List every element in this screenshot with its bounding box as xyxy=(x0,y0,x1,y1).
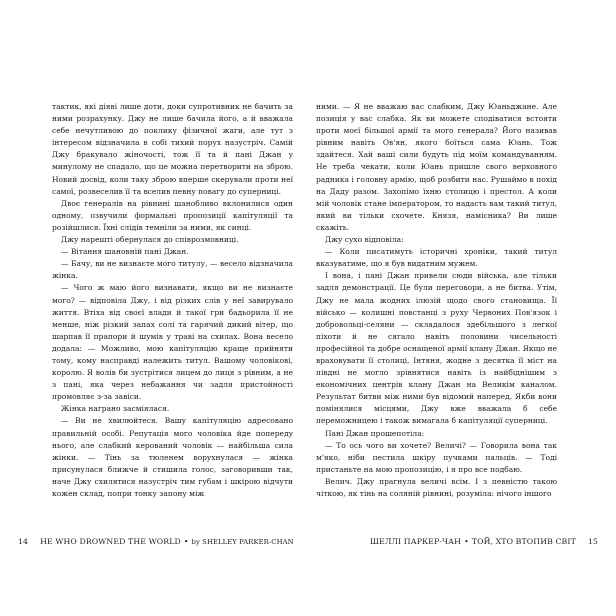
paragraph: Джу нарешті обернулася до співрозмовниці. xyxy=(61,235,239,245)
footer-separator: • xyxy=(183,537,189,546)
paragraph: Двоє генералів на рівнині шанобливо вклонилися один одному, озвучили формальні пропозиції капітуляції та розійшлися. Їхні слідів темніли за ними, як синці. xyxy=(52,198,293,232)
paragraph: тактик, які діяві лише доти, доки супротивник не бачить за ними розрахунку. Джу не лише бачила його, а й вважала себе нечутливою до поклику фізичної жаги, але тут з інтересом відзначила в собі тихий порух назустріч. Самій Джу бракувало жіночості, тож її та й пані Джан у минулому не спадало, що це можна перетворити на зброю. Новий досвід, коли таку зброю вперше скерували проти неї самої, розвеселив її та вселив певну повагу до суперниці. xyxy=(52,102,293,196)
paragraph: — Бачу, ви не визнаєте мого титулу, — весело відзначила жінка. xyxy=(52,259,293,281)
page-number: 15 xyxy=(587,537,598,546)
paragraph: ними. — Я не вважаю вас слабким, Джу Юаньджане. Але позиція у вас слабка. Як ви можете сподіватися встояти проти моєї більшої армії та мого генерала? Його називав рівним навіть Ов'ян, якого боїться сама Юань. Тож здайтеся. Хай ваші сили будуть під моїм командуванням. Не треба чекати, коли Юань пришле свого верховного радника і головну армію, щоб розбити нас. Рушаймо в похід на Даду разом. Захопімо їхню столицю і престол. А коли мій чоловік стане імператором, то надасть вам такий титул, який ви тільки схочете. Князя, намісника? Ви лише скажіть. xyxy=(316,102,557,232)
paragraph: Велич. Джу прагнула величі всім. І з певністю такою чіткою, як тінь на соляній рівнині, розуміла: нічого іншого xyxy=(316,476,557,498)
paragraph: Жінка награно засміялася. xyxy=(61,404,170,414)
running-author: ШЕЛЛІ ПАРКЕР-ЧАН xyxy=(370,537,462,546)
running-title: HE WHO DROWNED THE WORLD xyxy=(40,537,181,546)
paragraph: Джу сухо відповіла: xyxy=(325,235,404,245)
paragraph: — То ось чого ви хочете? Величі? — Говорила вона так м'яко, ніби пестила шкіру пучками пальців. — Тоді пристаньте на мою пропозицію, і я про все подбаю. xyxy=(316,440,557,474)
right-page-text xyxy=(316,101,557,500)
paragraph: — Чого ж маю його визнавати, якщо ви не визнаєте мого? — відповіла Джу, і від різких слів у неї завирувало життя. Втіха від своєї влади й такої гри бадьорила її не менше, ніж різкий запах солі та гарячий дикий вітер, що шарпав її прапори й шумів у траві на схилах. Вона весело додала: — Можливо, мою капітуляцію краще прийняти тому, кому насправді належить титул. Вашому чоловікові, королю. Я волів би зустрітися лицем до лиця з рівним, а не з пані, яка через небажання чи задля пристойності промовляє з-за завіси. xyxy=(52,283,293,402)
paragraph: — Коли писатимуть історичні хроніки, такий титул вказуватиме, що я був видатним мужем. xyxy=(316,247,557,269)
left-page-footer xyxy=(18,537,294,546)
paragraph: І вона, і пані Джан привели сюди війська, але тільки задля демонстрації. Це були переговори, а не битва. Утім, Джу не мала жодних ілюзій щодо свого становища. Її військо — колишні повстанці з руху Червоних Пов'язок і добровольці-селяни — складалося здебільшого з легкої піхоти й не сягало навіть половини чисельності професійної та добре оснащеної армії клану Джан. Якщо не враховувати її столиці, Інтяня, жодне з десятка її міст на півдні не могло зрівнятися навіть із найбіднішим з економічних центрів клану Джан на Великім каналом. Результат битви між ними був відомий наперед. Якби вони помінялися місцями, Джу вже вважала б себе переможницею і також вимагала б капітуляції суперниці. xyxy=(316,271,557,426)
paragraph: Пані Джан прошепотіла: xyxy=(325,428,425,438)
paragraph: — Ви не хвилюйтеся. Вашу капітуляцію адресовано правильній особі. Репутація мого чоловіка йде попереду нього, але слабкий керований чоловік — найбільша сила жінки. — Тінь за тюленем ворухнулася — жінка присунулася ближче й стишила голос, заговоривши так, наче Джу схилятися назустріч тим губам і шкірою відчути кожен склад, попри тонку запону між xyxy=(52,416,293,498)
right-page-footer xyxy=(370,537,598,546)
running-title: ТОЙ, ХТО ВТОПИВ СВІТ xyxy=(471,537,576,546)
running-author: by SHELLEY PARKER-CHAN xyxy=(191,538,294,546)
page-number: 14 xyxy=(18,537,29,546)
left-page-text xyxy=(52,101,293,500)
paragraph: — Вітання шановній пані Джан. xyxy=(61,247,189,257)
footer-separator: • xyxy=(464,537,469,546)
